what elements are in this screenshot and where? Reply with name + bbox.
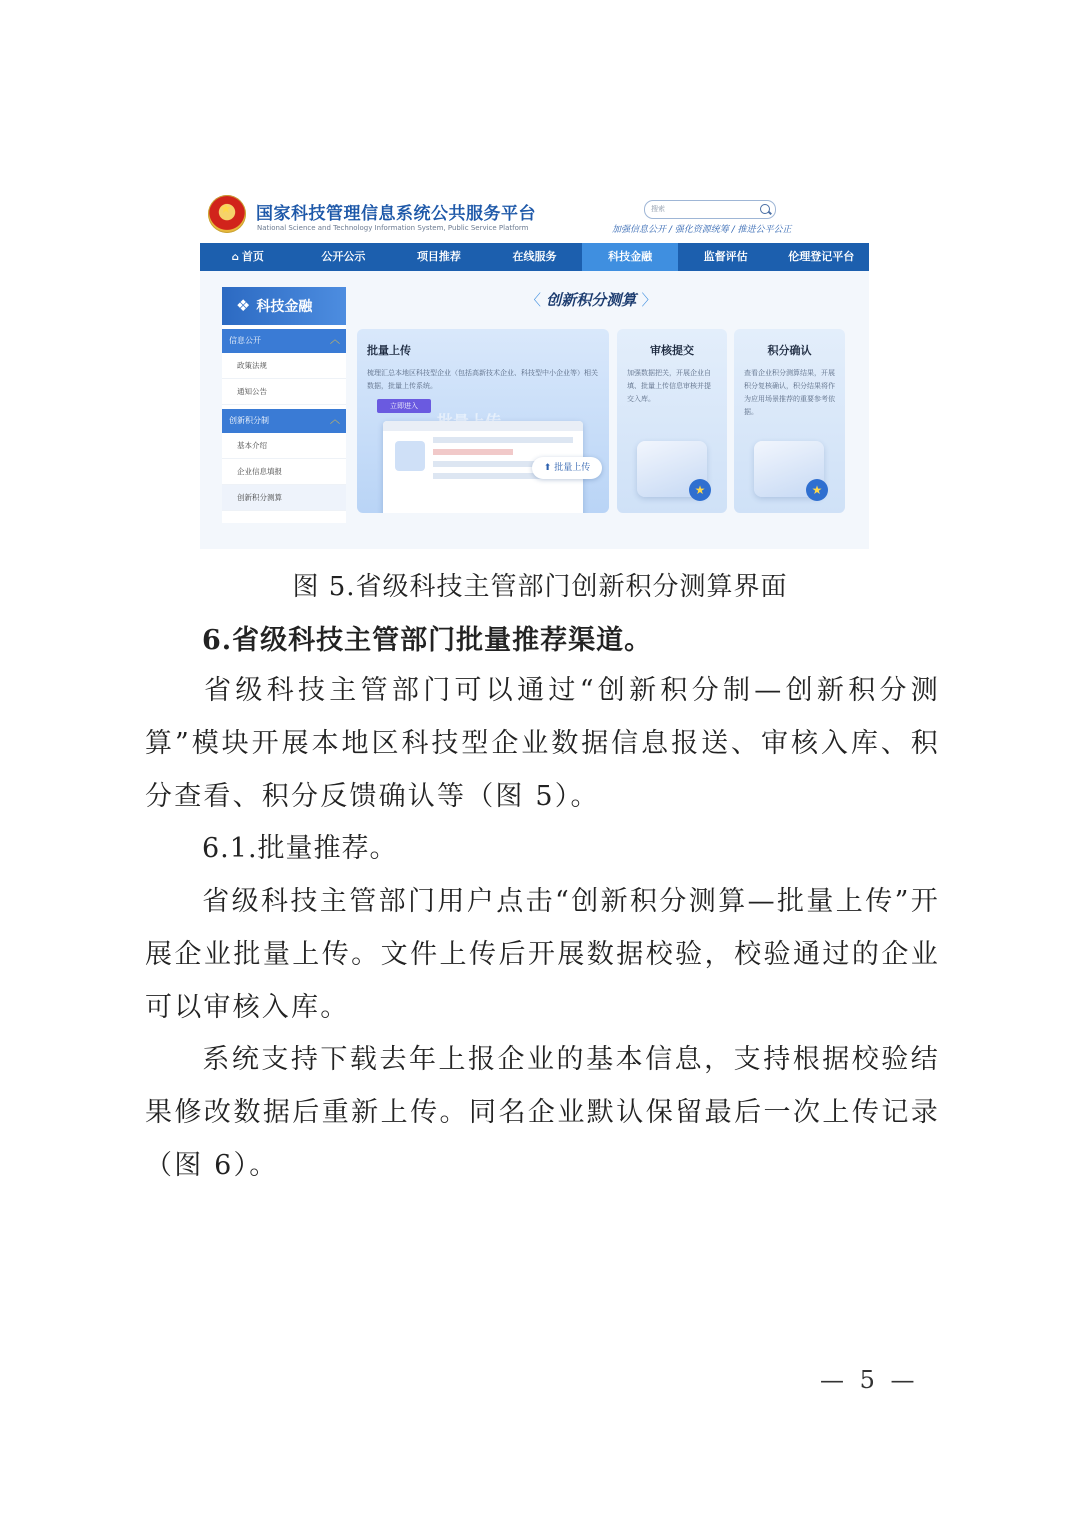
card-text: 查看企业积分测算结果，开展积分复核确认，积分结果将作为应用场景推荐的重要参考依据。	[744, 369, 835, 416]
paragraph: 省级科技主管部门可以通过“创新积分制—创新积分测算”模块开展本地区科技型企业数据信息报送、审核入库、积分查看、积分反馈确认等（图 5）。	[145, 675, 940, 812]
figure-screenshot	[200, 187, 869, 549]
sidebar-item-policy[interactable]: 政策法规	[222, 353, 346, 379]
card-title: 积分确认	[767, 344, 812, 357]
paragraph: 系统支持下载去年上报企业的基本信息，支持根据校验结果修改数据后重新上传。同名企业默认保留最后一次上传记录（图 6）。	[145, 1044, 940, 1181]
upload-pill: ⬆ 批量上传	[532, 457, 602, 479]
sidebar-group-info[interactable]: 信息公开 ︿	[222, 329, 346, 353]
sidebar-item-points-calc[interactable]: 创新积分测算	[222, 485, 346, 511]
nav-item-online-service[interactable]: 在线服务	[512, 250, 557, 263]
sidebar-item-intro[interactable]: 基本介绍	[222, 433, 346, 459]
section-heading: 6.省级科技主管部门批量推荐渠道。	[202, 625, 653, 656]
trophy-illustration-icon: ★	[754, 441, 824, 497]
subsection-heading: 6.1.批量推荐。	[202, 833, 398, 864]
card-text: 梳理汇总本地区科技型企业（包括高新技术企业、科技型中小企业等）相关数据，批量上传系统。	[367, 369, 598, 390]
nav-item-tech-finance[interactable]: 科技金融	[582, 243, 678, 271]
sidebar-item-notice[interactable]: 通知公告	[222, 379, 346, 405]
card-title: 批量上传	[367, 344, 411, 357]
site-slogan: 加强信息公开 / 强化资源统筹 / 推进公平公正	[612, 225, 792, 235]
home-icon: ⌂	[231, 252, 239, 263]
content-area	[200, 271, 869, 549]
figure-caption: 图 5.省级科技主管部门创新积分测算界面	[292, 572, 788, 602]
chevron-up-icon: ︿	[330, 335, 340, 346]
search-icon[interactable]	[760, 204, 770, 214]
sidebar-group-innovation-points[interactable]: 创新积分制 ︿	[222, 409, 346, 433]
search-placeholder: 搜索	[651, 205, 665, 213]
sidebar-title: ❖ 科技金融	[222, 287, 346, 325]
nav-item-supervision[interactable]: 监督评估	[703, 250, 748, 263]
card-points-confirm[interactable]	[734, 329, 845, 513]
chevron-left-icon[interactable]: 〈	[526, 291, 542, 309]
chevron-right-icon[interactable]: 〉	[641, 291, 657, 309]
site-header	[200, 187, 869, 243]
page-number: — 5 —	[820, 1366, 919, 1394]
card-title: 审核提交	[650, 344, 694, 357]
card-batch-upload[interactable]	[357, 329, 609, 513]
finance-icon: ❖	[236, 296, 251, 315]
site-subtitle: National Science and Technology Information System, Public Service Platform	[257, 224, 529, 232]
card-text: 加强数据把关，开展企业自填、批量上传信息审核并提交入库。	[627, 369, 711, 403]
search-input[interactable]	[644, 200, 776, 219]
sidebar	[222, 287, 346, 523]
nav-item-project-recommend[interactable]: 项目推荐	[416, 250, 461, 263]
content-title: 〈 创新积分测算 〉	[526, 291, 657, 309]
sidebar-item-company-info[interactable]: 企业信息填报	[222, 459, 346, 485]
paragraph: 省级科技主管部门用户点击“创新积分测算—批量上传”开展企业批量上传。文件上传后开展数据校验，校验通过的企业可以审核入库。	[145, 886, 940, 1023]
nav-item-home[interactable]: ⌂ 首页	[200, 243, 296, 271]
site-title: 国家科技管理信息系统公共服务平台	[256, 204, 536, 224]
nav-item-public-notice[interactable]: 公开公示	[321, 250, 366, 263]
clipboard-illustration-icon: ★	[637, 441, 707, 497]
nav-item-ethics-platform[interactable]: 伦理登记平台	[788, 250, 855, 263]
chevron-up-icon: ︿	[330, 415, 340, 426]
main-nav	[200, 243, 869, 271]
card-review-submit[interactable]	[617, 329, 727, 513]
enter-button[interactable]: 立即进入	[377, 399, 431, 413]
national-emblem-icon	[208, 195, 246, 233]
